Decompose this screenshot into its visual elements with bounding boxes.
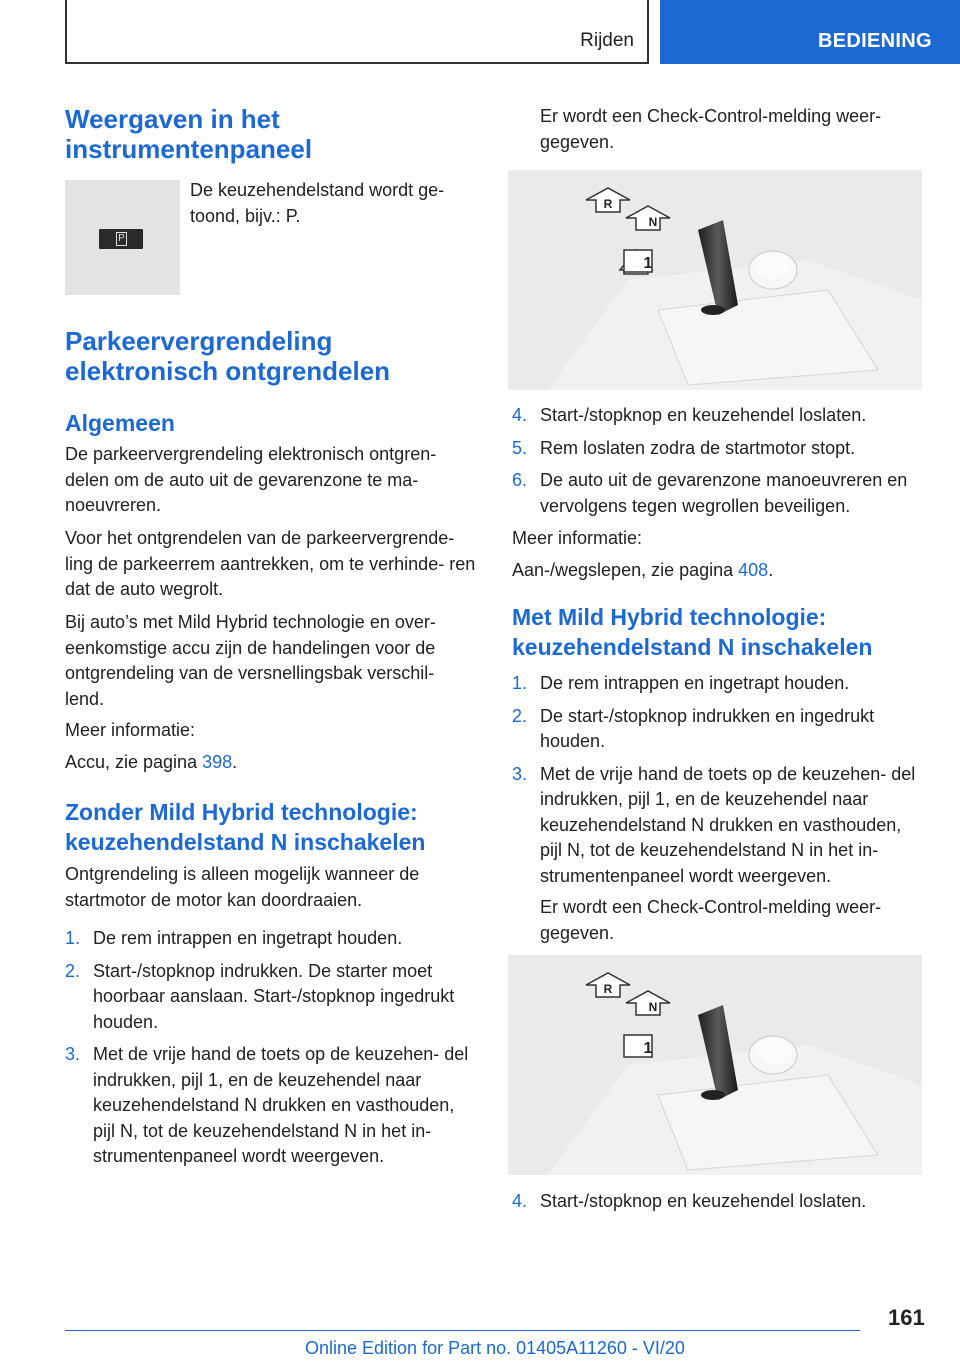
page-number: 161 [888,1305,925,1330]
page-link-408[interactable]: 408 [738,560,769,580]
list-item: 3. Met de vrije hand de toets op de keuzehen- del indrukken, pijl 1, en de keuzehendel naar keuzehendelstand N drukken en vasthouden, pijl N, tot de keuzehendelstand N in het in- strumentenpaneel wordt weergeven. Er wordt een Check-Control-melding weer- gegeven. [512,763,916,943]
list-item: 1. De rem intrappen en ingetrapt houden. [512,673,850,693]
list-item: 3. Met de vrije hand de toets op de keuzehen- del indrukken, pijl 1, en de keuzehendel naar keuzehendelstand N drukken en vasthouden, pijl N, tot de keuzehendelstand N in het in- strumentenpaneel wordt weergeven. [65,1044,469,1166]
header-frame [65,0,649,64]
list-item: 2. Start-/stopknop indrukken. De starter moet hoorbaar aanslaan. Start-/stopknop ingedrukt houden. [65,960,455,1032]
check-control-message: Er wordt een Check-Control-melding weer- gegeven. [540,106,882,152]
page-link-398[interactable]: 398 [202,752,233,772]
svg-text:N: N [648,215,658,229]
paragraph-unlock-intro: De parkeervergrendeling elektronisch ontgren- delen om de auto uit de gevarenzone te ma- noeuvreren. [65,444,437,515]
display-indicator-image [65,180,180,295]
svg-text:1: 1 [643,1040,653,1057]
steps-with-mild-hybrid [512,671,926,953]
list-item: 4. Start-/stopknop en keuzehendel loslaten. [512,405,867,425]
gear-selector-illustration-1 [508,170,922,390]
paragraph-mild-hybrid: Bij auto’s met Mild Hybrid technologie en over- eenkomstige accu zijn de handelingen voor de ontgrendeling van de versnellingsbak verschil- lend. [65,612,436,709]
accu-reference: Accu, zie pagina 398. [65,752,238,772]
heading-general: Algemeen [65,410,175,436]
heading-with-mild-hybrid: Met Mild Hybrid technologie: keuzehendelstand N inschakelen [512,604,873,660]
list-item: 5. Rem loslaten zodra de startmotor stopt. [512,437,856,458]
list-item: 1. De rem intrappen en ingetrapt houden. [65,928,403,948]
svg-text:1: 1 [643,255,653,272]
steps-release [512,403,926,526]
svg-text:R: R [603,197,613,211]
list-item: 4. Start-/stopknop en keuzehendel loslaten. [512,1191,867,1211]
section-title: Rijden [580,30,634,51]
more-info-label: Meer informatie: [65,720,196,740]
paragraph-parking-brake: Voor het ontgrendelen van de parkeervergrende- ling de parkeerrem aantrekken, om te verhinde- ren dat de auto wegrolt. [65,528,476,599]
heading-without-mild-hybrid: Zonder Mild Hybrid technologie: keuzehendelstand N inschakelen [65,799,426,855]
chapter-tab[interactable]: BEDIENING [660,0,960,64]
display-description: De keuzehendelstand wordt ge- toond, bijv.: P. [190,180,445,226]
edition-info: Online Edition for Part no. 01405A11260 - VI/20 [305,1338,685,1358]
steps-release-mild-hybrid [512,1189,926,1222]
steps-without-mild-hybrid [65,926,477,1177]
heading-display: Weergaven in het instrumentenpaneel [65,104,313,164]
gear-selector-illustration-2 [508,955,922,1175]
paragraph-unlock-condition: Ontgrendeling is alleen mogelijk wanneer de startmotor de motor kan doordraaien. [65,864,420,910]
svg-text:R: R [603,982,613,996]
list-item: 2. De start-/stopknop indrukken en ingedrukt houden. [512,705,875,751]
more-info-label-right: Meer informatie: [512,528,643,548]
svg-text:N: N [648,1000,658,1014]
footer-divider [65,1330,860,1331]
list-item: 6. De auto uit de gevarenzone manoeuvreren en vervolgens tegen wegrollen beveiligen. [512,470,908,516]
park-indicator-icon: P [99,229,143,249]
tow-reference: Aan-/wegslepen, zie pagina 408. [512,560,774,580]
heading-unlock: Parkeervergrendeling elektronisch ontgrendelen [65,326,391,386]
